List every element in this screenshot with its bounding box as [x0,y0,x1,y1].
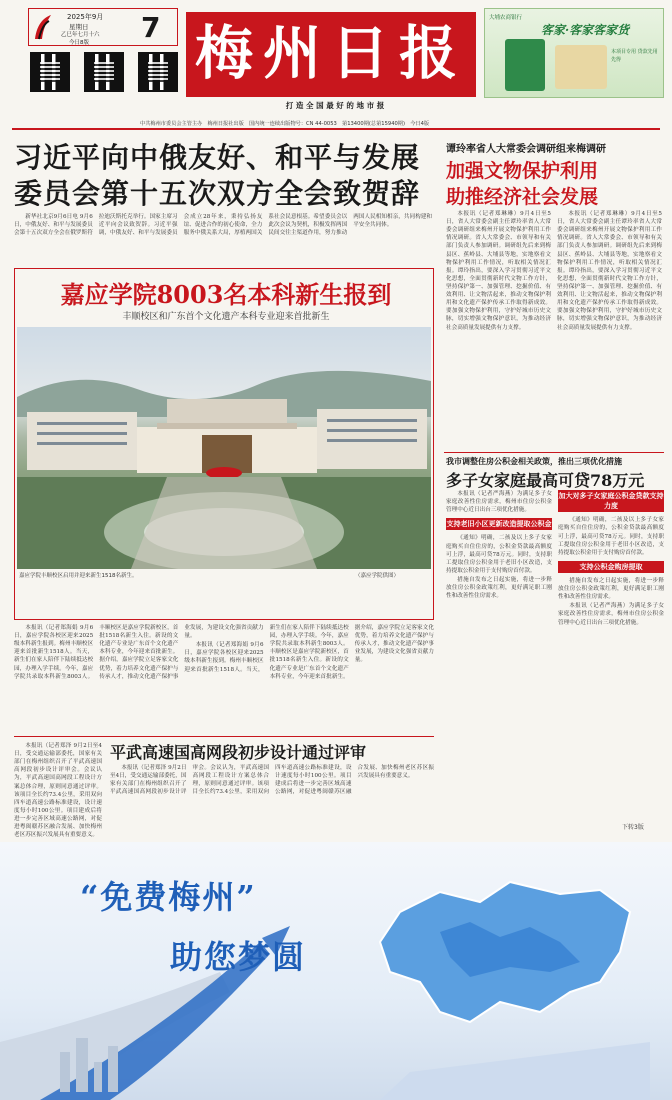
lead-story-body [14,624,434,734]
lead-story-title: 嘉应学院8003名本科新生报到 [60,280,392,309]
policy-rule [444,452,664,453]
right-story-body-text-cont: 本报讯（记者郑琳琳）9月4日至5日，省人大常委会副主任谭玲率省人大常委会调研组来梅州开展文物保护利用工作情况调研。省人大常委会、市领导和有关部门负责人参加调研。调研组先后来到梅县区、蕉岭县、大埔县等地，实地察看文物保护利用工作情况，听取相关情况汇报。谭玲指出，要深入学习贯彻习近平文化思想，全面贯彻新时代文物工作方针，坚持保护第一、加强管理、挖掘价值、有效利用、让文物活起来，推动文物保护利用和文化遗产保护传承工作取得新成效。要加强文物保护利用，守护好城市历史文脉，切实增强文物保护意识，为推动经济社会高质量发展提供有力支撑。 [557,211,662,331]
policy-subhead: 支持公积金购房提取 [558,561,664,573]
photo-credit: （嘉应学院供图） [355,573,400,579]
photo-caption: 嘉应学院丰顺校区启用并迎来新生1518名新生。 [19,573,138,579]
info-line: 中共梅州市委员会主管主办 梅州日报社出版 国内统一连续出版物号：CN 44-0053 第13400期(总第15940期) 今日4版 [140,121,430,127]
paper-title [186,12,476,97]
masthead [0,0,672,127]
policy-body-text-2: 《通知》明确，二孩及以上多子女家庭购买自住住房的，公积金贷款最高额度可上浮，最高可贷78万元。同时，支持职工提取住房公积金用于老旧小区改造，支持提取公积金用于支付购房首付款。 [446,535,552,574]
lead-story-subtitle: 丰顺校区和广东首个文化遗产本科专业迎来首批新生 [122,312,330,322]
policy-body-text-6: 本报讯（记者严海燕）为满足多子女家庭改善性住房需求，梅州市住房公积金管理中心近日出台三项优化措施。 [558,603,664,626]
policy-body-text-4: 《通知》明确，二孩及以上多子女家庭购买自住住房的，公积金贷款最高额度可上浮，最高可贷78万元。同时，支持职工提取住房公积金用于老旧小区改造，支持提取公积金用于支付购房首付款。 [558,517,664,556]
highway-body-text: 本报讯（记者郑泽 9月2日至4日，受交通运输部委托，国家有关部门在梅州组织召开了平武高速国高网段初步设计评审会。会议认为，平武高速国高网段工程设计方案总体合理，原则同意通过评审。该项目全长约73.4公里，采用双向四车道高速公路标准建设，设计速度每小时100公里。项目建成后将进一步完善区域高速公路网，对促进粤闽赣苏区融合发展、加快梅州老区苏区振兴发展具有重要意义。 [14,743,102,838]
lead-story-box [14,268,434,620]
right-story-body [446,210,662,450]
headline-title-2: 委员会第十五次双方全会致贺辞 [14,177,421,210]
right-story-kicker: 谭玲率省人大常委会调研组来梅调研 [446,144,606,155]
policy-body-text: 本报讯（记者严海燕）为满足多子女家庭改善性住房需求，梅州市住房公积金管理中心近日出台三项优化措施。 [446,491,552,514]
policy-subhead: 加大对多子女家庭公积金贷款支持力度 [558,490,664,512]
policy-body-col2 [558,490,664,828]
campus-illustration [17,327,431,569]
ad-product-image [505,39,545,91]
banner-line-2: 助您梦圆 [170,938,307,976]
lead-story-body-text: 本报讯（记者郑海娟 9月6日，嘉应学院各校区迎来2025级本科新生报到。梅州丰顺校区迎来首批新生1518人。当天，新生们在家人陪伴下陆续抵达校园，办理入学手续。今年，嘉应学院共录取本科新生8003人。丰顺校区是嘉应学院新校区，首批1518名新生入住。新设的文化遗产专业是广东首个文化遗产本科专业，今年迎来首批新生。据介绍，嘉应学院立足客家文化优势，着力培养文化遗产保护与传承人才，推动文化遗产保护事业发展，为建设文化强省贡献力量。 [14,625,264,680]
ad-product-image [555,45,607,89]
highway-title: 平武高速国高网段初步设计通过评审 [110,743,367,762]
ad-brand: 大埔农商银行 [489,15,523,21]
ad-slogan: 客家·客家客家货 [541,23,630,37]
paper-title-text: 梅州日报 [194,19,467,87]
highway-body-text-2: 本报讯（记者郑泽 9月2日至4日，受交通运输部委托，国家有关部门在梅州组织召开了平武高速国高网段初步设计评审会。会议认为，平武高速国高网段工程设计方案总体合理，原则同意通过评审。该项目全长约73.4公里，采用双向四车道高速公路标准建设，设计速度每小时100公里。项目建成后将进一步完善区域高速公路网，对促进粤闽赣苏区融合发展、加快梅州老区苏区振兴发展具有重要意义。 [110,765,434,796]
headline-title-1: 习近平向中俄友好、和平与发展 [14,141,421,174]
policy-subhead: 支持老旧小区更新改造提取公积金 [446,518,552,530]
qr-code-icon [30,52,70,92]
bottom-banner [0,842,672,1100]
headline-body-text: 新华社北京9月6日电 9月6日，中俄友好、和平与发展委员会第十五次双方全会在俄罗斯符拉迪沃斯托克举行。国家主席习近平向会议致贺辞。习近平强调，中俄友好、和平与发展委员会成立28年来，秉持弘扬友谊、促进合作的初心使命，全力服务中俄关系大局，厚植两国关系社会民意根基。希望委员会以此次会议为契机，积极发挥两国民间交往主渠道作用，努力推动两国人民相知相亲，共同构建和平安全共同体。 [14,214,432,237]
continue-label: 下转3版 [622,824,644,831]
today-pages: 今日8版 [69,40,89,46]
right-story-body-text: 本报讯（记者郑琳琳）9月4日至5日，省人大常委会副主任谭玲率省人大常委会调研组来梅州开展文物保护利用工作情况调研。省人大常委会、市领导和有关部门负责人参加调研。调研组先后来到梅县区、蕉岭县、大埔县等地，实地察看文物保护利用工作情况，听取相关情况汇报。谭玲指出，要深入学习贯彻习近平文化思想，全面贯彻新时代文物工作方针，坚持保护第一、加强管理、挖掘价值、有效利用、让文物活起来，推动文物保护利用和文化遗产保护传承工作取得新成效。要加强文物保护利用，守护好城市历史文脉，切实增强文物保护意识，为推动经济社会高质量发展提供有力支撑。 [446,211,551,331]
slogan: 打 造 全 国 最 好 的 地 市 报 [285,101,385,110]
campus-photo [17,327,431,569]
top-ad [484,8,664,98]
banner-line-1: “免费梅州” [80,878,257,916]
issue-date: 2025年9月 [67,13,104,21]
right-story-title-1: 加强文物保护利用 [446,160,599,182]
highway-rule [14,736,434,737]
ad-text: 本项目专用 贷款先用先得 [611,49,658,63]
date-box [28,8,178,46]
day-number: 7 [141,11,161,44]
policy-body-text-5: 措施自发布之日起实施，将进一步释放住房公积金政策红利，更好满足职工刚性和改善性住房需求。 [558,577,664,601]
policy-kicker: 我市调整住房公积金相关政策，推出三项优化措施 [446,456,622,466]
qr-code-icon [84,52,124,92]
right-story-title-2: 助推经济社会发展 [446,186,599,208]
headline-body [14,213,432,265]
lunar-date: 乙巳年七月十六 [61,32,100,38]
policy-body-text-3: 措施自发布之日起实施，将进一步释放住房公积金政策红利，更好满足职工刚性和改善性住房需求。 [446,577,552,600]
highway-left-body [14,742,102,838]
logo-icon [33,13,53,41]
weekday: 星期日 [69,23,89,31]
masthead-rule [12,128,660,130]
policy-body-col1 [446,490,552,820]
highway-body [110,764,434,838]
qr-code-icon [138,52,178,92]
lead-story-body-text-cont: 本报讯（记者郑海娟 9月6日，嘉应学院各校区迎来2025级本科新生报到。梅州丰顺校区迎来首批新生1518人。当天，新生们在家人陪伴下陆续抵达校园，办理入学手续。今年，嘉应学院共录取本科新生8003人。丰顺校区是嘉应学院新校区，首批1518名新生入住。新设的文化遗产专业是广东首个文化遗产本科专业，今年迎来首批新生。据介绍，嘉应学院立足客家文化优势，着力培养文化遗产保护与传承人才，推动文化遗产保护事业发展，为建设文化强省贡献力量。 [184,625,434,680]
policy-title: 多子女家庭最高可贷78万元 [446,471,645,490]
